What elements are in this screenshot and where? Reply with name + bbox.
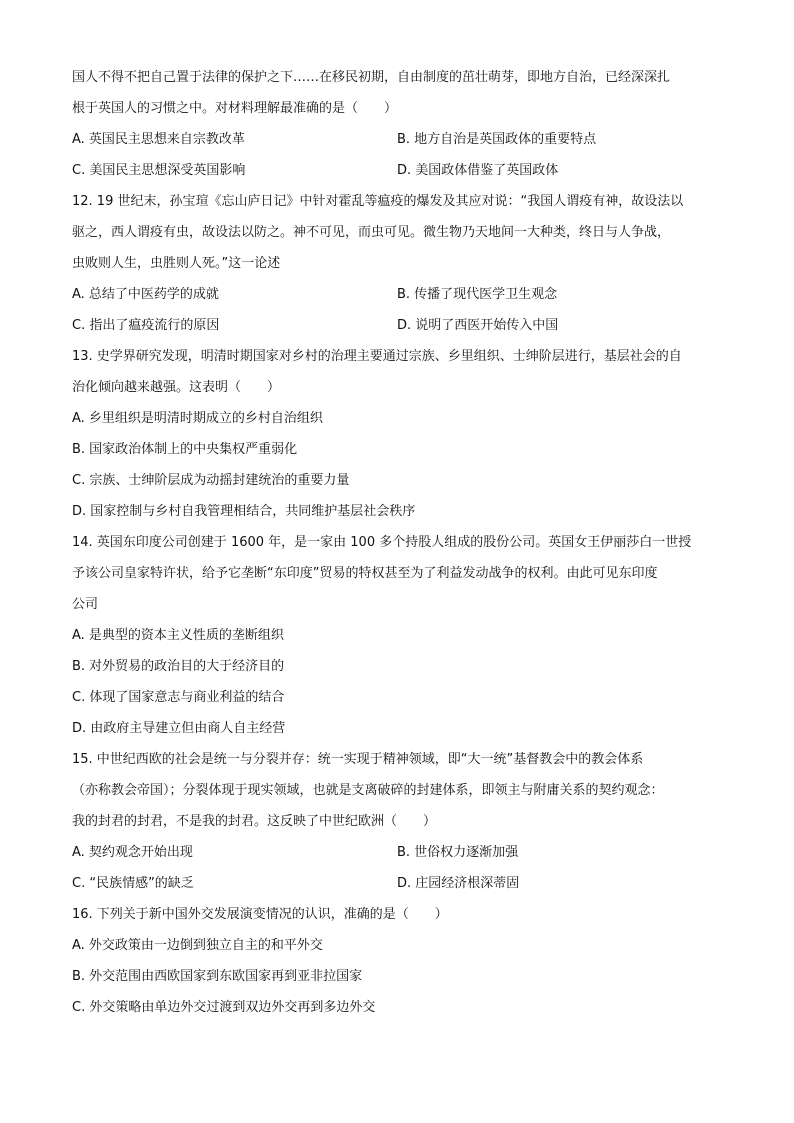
option-d[interactable]: D. 美国政体借鉴了英国政体 xyxy=(397,163,559,178)
question-13 xyxy=(72,341,724,527)
option-b[interactable]: B. 对外贸易的政治目的大于经济目的 xyxy=(72,659,285,674)
options-row xyxy=(72,124,724,155)
option-b[interactable]: B. 地方自治是英国政体的重要特点 xyxy=(397,132,597,147)
option-c[interactable]: C. 体现了国家意志与商业利益的结合 xyxy=(72,690,285,705)
option-a[interactable]: A. 总结了中医药学的成就 xyxy=(72,287,219,302)
question-12 xyxy=(72,186,724,341)
question-text-line: 14. 英国东印度公司创建于 1600 年，是一家由 100 多个持股人组成的股份公司。英国女王伊丽莎白一世授 xyxy=(72,535,692,550)
question-text-line: 15. 中世纪西欧的社会是统一与分裂并存：统一实现于精神领域，即“大一统”基督教会中的教会体系 xyxy=(72,752,644,767)
option-c[interactable]: C. “民族情感”的缺乏 xyxy=(72,876,194,891)
question-text-line: 我的封君的封君，不是我的封君。这反映了中世纪欧洲（ ） xyxy=(72,814,437,829)
option-d[interactable]: D. 国家控制与乡村自我管理相结合，共同维护基层社会秩序 xyxy=(72,504,416,519)
option-c[interactable]: C. 美国民主思想深受英国影响 xyxy=(72,163,246,178)
option-b[interactable]: B. 世俗权力逐渐加强 xyxy=(397,845,519,860)
question-intro xyxy=(72,62,724,186)
option-b[interactable]: B. 传播了现代医学卫生观念 xyxy=(397,287,558,302)
option-b[interactable]: B. 国家政治体制上的中央集权严重弱化 xyxy=(72,442,298,457)
options-row xyxy=(72,868,724,899)
question-text-line: 国人不得不把自己置于法律的保护之下……在移民初期，自由制度的茁壮萌芽，即地方自治，已经深深扎 xyxy=(72,70,671,85)
option-c[interactable]: C. 宗族、士绅阶层成为动摇封建统治的重要力量 xyxy=(72,473,350,488)
question-text-line: （亦称教会帝国）；分裂体现于现实领域，也就是支离破碎的封建体系，即领主与附庸关系的契约观念： xyxy=(72,783,664,798)
options-row xyxy=(72,155,724,186)
option-a[interactable]: A. 契约观念开始出现 xyxy=(72,845,193,860)
question-15 xyxy=(72,744,724,899)
option-d[interactable]: D. 庄园经济根深蒂固 xyxy=(397,876,520,891)
question-text-line: 根于英国人的习惯之中。对材料理解最准确的是（ ） xyxy=(72,101,398,116)
question-14 xyxy=(72,527,724,744)
question-text-line: 13. 史学界研究发现，明清时期国家对乡村的治理主要通过宗族、乡里组织、士绅阶层进行，基层社会的自 xyxy=(72,349,682,364)
question-text-line: 虫败则人生，虫胜则人死。”这一论述 xyxy=(72,256,281,271)
option-c[interactable]: C. 指出了瘟疫流行的原因 xyxy=(72,318,220,333)
option-d[interactable]: D. 由政府主导建立但由商人自主经营 xyxy=(72,721,286,736)
option-a[interactable]: A. 英国民主思想来自宗教改革 xyxy=(72,132,245,147)
question-text-line: 12. 19 世纪末，孙宝瑄《忘山庐日记》中针对霍乱等瘟疫的爆发及其应对说：“我国人谓疫有神，故设法以 xyxy=(72,194,684,209)
question-text-line: 16. 下列关于新中国外交发展演变情况的认识，准确的是（ ） xyxy=(72,907,448,922)
question-text-line: 予该公司皇家特许状，给予它垄断“东印度”贸易的特权甚至为了利益发动战争的权利。由此可见东印度 xyxy=(72,566,658,581)
question-text-line: 公司 xyxy=(72,597,99,612)
option-a[interactable]: A. 乡里组织是明清时期成立的乡村自治组织 xyxy=(72,411,323,426)
option-c[interactable]: C. 外交策略由单边外交过渡到双边外交再到多边外交 xyxy=(72,1000,376,1015)
question-text-line: 治化倾向越来越强。这表明（ ） xyxy=(72,380,281,395)
question-text-line: 驱之，西人谓疫有虫，故设法以防之。神不可见，而虫可见。微生物乃天地间一大种类，终日与人争战， xyxy=(72,225,671,240)
option-a[interactable]: A. 外交政策由一边倒到独立自主的和平外交 xyxy=(72,938,323,953)
option-d[interactable]: D. 说明了西医开始传入中国 xyxy=(397,318,559,333)
options-row xyxy=(72,837,724,868)
options-row xyxy=(72,310,724,341)
option-b[interactable]: B. 外交范围由西欧国家到东欧国家再到亚非拉国家 xyxy=(72,969,363,984)
question-16 xyxy=(72,899,724,1023)
option-a[interactable]: A. 是典型的资本主义性质的垄断组织 xyxy=(72,628,284,643)
options-row xyxy=(72,279,724,310)
exam-page xyxy=(72,62,724,1023)
